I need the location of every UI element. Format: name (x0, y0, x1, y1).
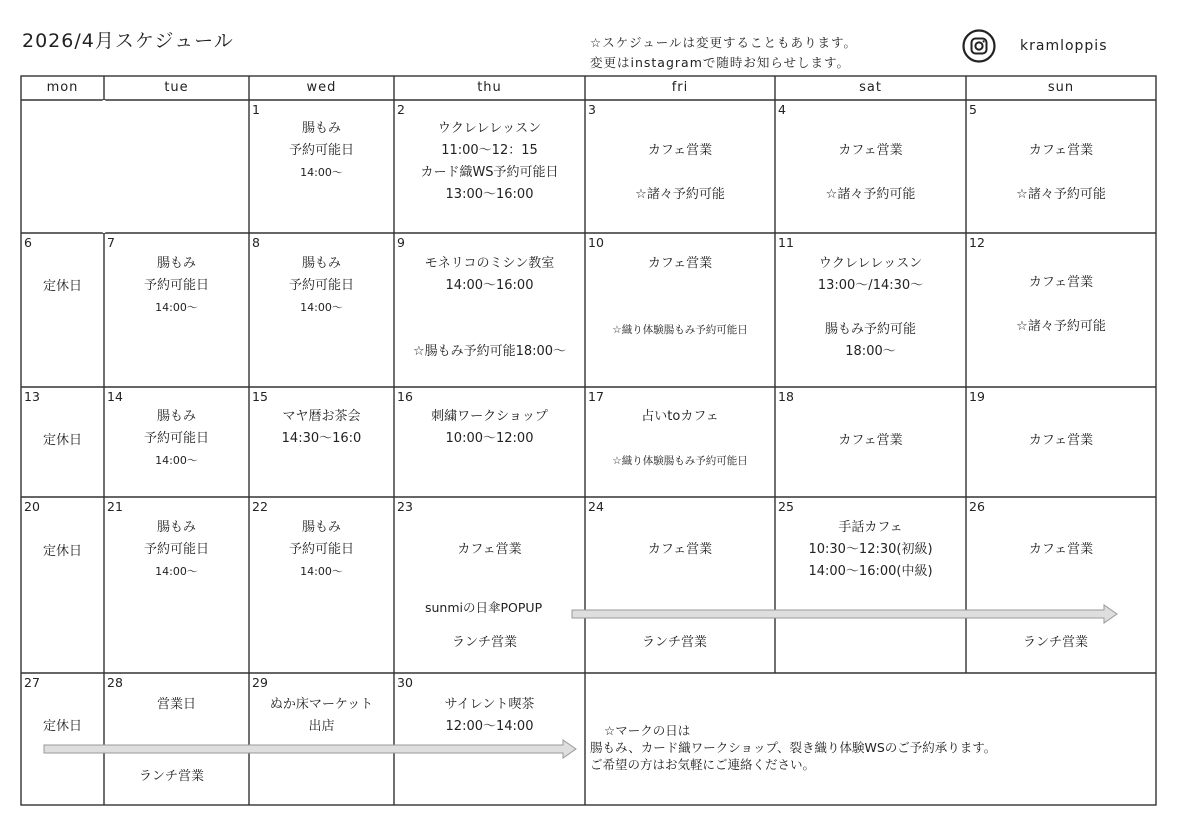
event-line: ウクレレレッスン (437, 121, 542, 136)
event-line: 18:00〜 (845, 344, 896, 359)
event-line: 予約可能日 (143, 278, 209, 293)
day-number-27: 27 (24, 675, 40, 690)
event-line: 14:00〜 (155, 454, 198, 467)
weekday-header-mon: mon (46, 80, 79, 95)
event-line: カフェ営業 (1028, 433, 1094, 448)
event-line: モネリコのミシン教室 (424, 256, 555, 271)
day-cell-16 (394, 406, 585, 450)
event-line (585, 275, 775, 297)
day-number-19: 19 (969, 389, 985, 404)
day-number-5: 5 (969, 102, 977, 117)
day-cell-7 (104, 253, 249, 319)
event-line: 10:00〜12:00 (445, 431, 534, 446)
day-number-13: 13 (24, 389, 40, 404)
day-number-20: 20 (24, 499, 40, 514)
event-line (394, 319, 585, 341)
instagram-handle[interactable]: kramloppis (1020, 38, 1108, 54)
day-cell-21 (104, 517, 249, 583)
day-number-25: 25 (778, 499, 794, 514)
footnote (590, 722, 996, 773)
day-cell-30 (394, 694, 585, 738)
event-line: 10:30〜12:30(初級) (808, 542, 933, 557)
event-line (585, 428, 775, 450)
event-line: カフェ営業 (838, 433, 903, 448)
day-cell-25 (775, 517, 966, 583)
event-line: 定休日 (42, 433, 82, 448)
day-number-26: 26 (969, 499, 985, 514)
event-line: 定休日 (42, 544, 82, 559)
day-cell-1 (249, 118, 394, 184)
day-cell-22 (249, 517, 394, 583)
weekday-header-fri: fri (671, 80, 689, 95)
day-number-11: 11 (778, 235, 794, 250)
day-cell-26 (966, 539, 1156, 561)
event-line: 営業日 (156, 697, 196, 712)
event-line: 腸もみ (301, 121, 341, 136)
day-number-28: 28 (107, 675, 123, 690)
event-line: 14:00〜16:00(中級) (808, 564, 933, 579)
event-line: カフェ営業 (647, 143, 713, 158)
weekday-header-tue: tue (164, 80, 189, 95)
event-line: 予約可能日 (143, 542, 209, 557)
day-cell-12 (966, 272, 1156, 338)
event-line (775, 297, 966, 319)
day-cell-11 (775, 253, 966, 363)
event-line: 腸もみ (156, 256, 196, 271)
day-cell-17 (585, 406, 775, 472)
event-line: ☆諸々予約可能 (1016, 187, 1106, 202)
event-line: ☆腸もみ予約可能18:00〜 (412, 344, 567, 359)
day-cell-3 (585, 140, 775, 206)
event-line: カフェ営業 (647, 542, 713, 557)
event-line: 13:00〜/14:30〜 (817, 278, 924, 293)
day-number-30: 30 (397, 675, 413, 690)
event-line: カフェ営業 (1028, 542, 1094, 557)
day-cell-6 (21, 276, 104, 298)
event-line: カフェ営業 (647, 256, 713, 271)
day-number-6: 6 (24, 235, 32, 250)
lunch-label-sun26: ランチ営業 (1023, 635, 1089, 650)
event-line: ぬか床マーケット (269, 697, 374, 712)
event-line: 14:00〜 (155, 301, 198, 314)
day-cell-9 (394, 253, 585, 363)
event-line: 手話カフェ (838, 520, 903, 535)
day-number-15: 15 (252, 389, 268, 404)
event-line: ☆織り体験腸もみ予約可能日 (612, 324, 748, 336)
event-line: ☆諸々予約可能 (1016, 319, 1106, 334)
event-line: ☆織り体験腸もみ予約可能日 (612, 455, 748, 467)
event-line: 腸もみ (156, 520, 196, 535)
footnote-line-2: 腸もみ、カード織ワークショップ、裂き織り体験WSのご予約承ります。 (590, 740, 997, 755)
day-cell-5 (966, 140, 1156, 206)
day-number-3: 3 (588, 102, 596, 117)
event-line: 予約可能日 (288, 542, 354, 557)
popup-label: sunmiの日傘POPUP (425, 600, 543, 615)
event-line: 14:30〜16:0 (281, 431, 362, 446)
event-line: ウクレレレッスン (818, 256, 923, 271)
event-line (966, 294, 1156, 316)
weekday-header-sat: sat (859, 80, 882, 95)
notice-line-2: 変更はinstagramで随時お知らせします。 (590, 55, 851, 70)
event-line: 定休日 (42, 279, 82, 294)
day-cell-29 (249, 694, 394, 738)
day-cell-27 (21, 716, 104, 738)
arrow-popup (572, 605, 1117, 623)
event-line: 14:00〜 (300, 166, 343, 179)
day-number-22: 22 (252, 499, 268, 514)
event-line: 予約可能日 (143, 431, 209, 446)
event-line: 腸もみ (156, 409, 196, 424)
weekday-header-sun: sun (1047, 80, 1075, 95)
event-line: 予約可能日 (288, 278, 354, 293)
day-cell-15 (249, 406, 394, 450)
day-number-9: 9 (397, 235, 405, 250)
event-line: 腸もみ予約可能 (824, 322, 916, 337)
day-cell-23 (394, 539, 585, 561)
event-line: 定休日 (42, 719, 82, 734)
footnote-line-1: ☆マークの日は (604, 723, 691, 738)
lunch-label-tue28: ランチ営業 (139, 769, 205, 784)
day-number-12: 12 (969, 235, 985, 250)
event-line: 予約可能日 (288, 143, 354, 158)
footnote-line-3: ご希望の方はお気軽にご連絡ください。 (590, 757, 816, 772)
day-cell-10 (585, 253, 775, 341)
lunch-label-fri24: ランチ営業 (642, 635, 708, 650)
day-cell-14 (104, 406, 249, 472)
day-number-23: 23 (397, 499, 413, 514)
event-line: カード織WS予約可能日 (420, 165, 559, 180)
day-number-17: 17 (588, 389, 604, 404)
day-number-4: 4 (778, 102, 786, 117)
event-line: 11:00〜12：15 (441, 143, 538, 158)
event-line: 腸もみ (301, 256, 341, 271)
day-cell-4 (775, 140, 966, 206)
day-number-18: 18 (778, 389, 794, 404)
day-number-1: 1 (252, 102, 260, 117)
day-number-10: 10 (588, 235, 604, 250)
event-line: ☆諸々予約可能 (635, 187, 725, 202)
event-line: サイレント喫茶 (444, 697, 535, 712)
day-number-8: 8 (252, 235, 260, 250)
day-number-2: 2 (397, 102, 405, 117)
event-line: 14:00〜 (155, 565, 198, 578)
event-line (585, 297, 775, 319)
weekday-header-wed: wed (306, 80, 337, 95)
event-line: 刺繍ワークショップ (431, 409, 548, 424)
arrow-week5 (44, 740, 576, 758)
event-line: カフェ営業 (838, 143, 903, 158)
day-cell-13 (21, 430, 104, 452)
event-line: 出店 (308, 719, 335, 734)
event-line: 14:00〜 (300, 301, 343, 314)
event-line (394, 297, 585, 319)
event-line: ☆諸々予約可能 (825, 187, 916, 202)
notice-line-1: ☆スケジュールは変更することもあります。 (590, 35, 857, 50)
day-number-14: 14 (107, 389, 123, 404)
event-line: 12:00〜14:00 (445, 719, 534, 734)
event-line (966, 162, 1156, 184)
page-title: 2026/4月スケジュール (22, 30, 234, 52)
event-line (775, 162, 966, 184)
day-cell-24 (585, 539, 775, 561)
event-line: マヤ暦お茶会 (282, 409, 361, 424)
event-line: カフェ営業 (1028, 143, 1094, 158)
day-cell-19 (966, 430, 1156, 452)
day-cell-8 (249, 253, 394, 319)
event-line: 14:00〜16:00 (445, 278, 534, 293)
day-number-29: 29 (252, 675, 268, 690)
event-line: 13:00〜16:00 (445, 187, 534, 202)
event-line (585, 162, 775, 184)
day-cell-2 (394, 118, 585, 206)
event-line: カフェ営業 (457, 542, 522, 557)
lunch-label-thu23: ランチ営業 (452, 635, 518, 650)
event-line: 占いtoカフェ (641, 409, 719, 424)
event-line: 14:00〜 (300, 565, 343, 578)
day-number-24: 24 (588, 499, 604, 514)
day-number-21: 21 (107, 499, 123, 514)
day-cell-28 (104, 694, 249, 716)
day-number-16: 16 (397, 389, 413, 404)
event-line: 腸もみ (301, 520, 341, 535)
day-cell-18 (775, 430, 966, 452)
event-line: カフェ営業 (1028, 275, 1094, 290)
day-number-7: 7 (107, 235, 115, 250)
weekday-header-thu: thu (477, 80, 502, 95)
day-cell-20 (21, 541, 104, 563)
